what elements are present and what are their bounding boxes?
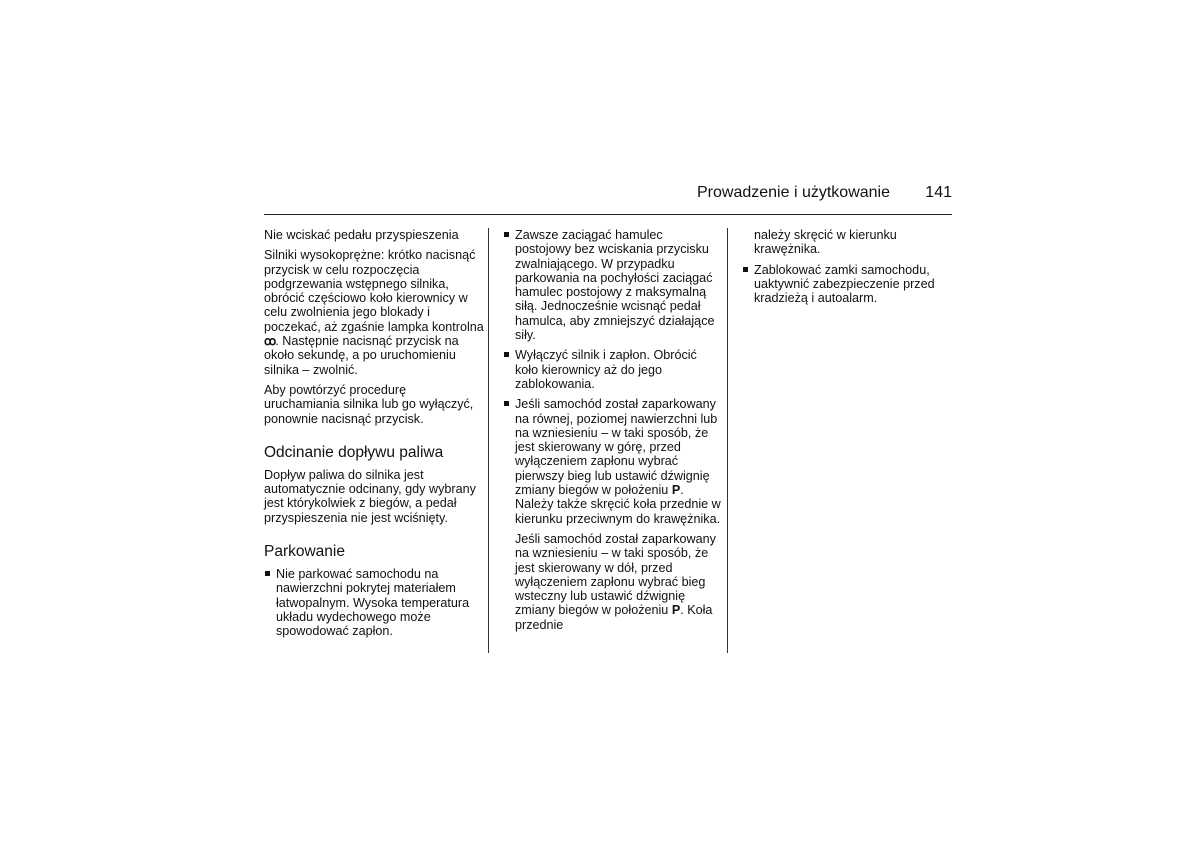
column-3 bbox=[742, 228, 950, 311]
section-title: Prowadzenie i użytkowanie bbox=[697, 184, 890, 201]
heading-parking: Parkowanie bbox=[264, 543, 345, 561]
page-number: 141 bbox=[925, 184, 952, 201]
list-item: Jeśli samochód został zaparkowany na równej, poziomej nawierzchni lub na wzniesieniu – w taki sposób, że jest skierowany w górę, przed wyłączeniem zapłonu wybrać pierwszy bieg lub ustawić dźwignię zmiany biegów w położeniu P. Należy także skręcić koła przednie w kierunku przeciwnym do krawężnika. bbox=[503, 397, 721, 526]
header-rule bbox=[264, 214, 952, 215]
paragraph: Aby powtórzyć procedurę uruchamiania silnika lub go wyłączyć, ponownie nacisnąć przycisk. bbox=[264, 382, 474, 426]
list-item: Zablokować zamki samochodu, uaktywnić zabezpieczenie przed kradzieżą i autoalarm. bbox=[742, 263, 950, 306]
column-1 bbox=[264, 228, 484, 645]
heading-fuel-cutoff: Odcinanie dopływu paliwa bbox=[264, 443, 444, 461]
list-item: Wyłączyć silnik i zapłon. Obrócić koło kierownicy aż do jego zablokowania. bbox=[503, 348, 721, 391]
paragraph: Dopływ paliwa do silnika jest automatycznie odcinany, gdy wybrany jest którykolwiek z biegów, a pedał przyspieszenia nie jest wciśnięty. bbox=[264, 467, 476, 525]
gear-position-p: P bbox=[671, 603, 681, 618]
paragraph: Silniki wysokoprężne: krótko nacisnąć przycisk w celu rozpoczęcia podgrzewania wstępnego silnika, obrócić częściowo koło kierownicy w celu zwolnienia jego blokady i poczekać, aż zgaśnie lampka kontrolna ꝏ. Następnie nacisnąć przycisk na około sekundę, a po uruchomieniu silnika – zwolnić. bbox=[264, 248, 484, 377]
column-divider bbox=[488, 228, 489, 653]
list-item-continuation: Jeśli samochód został zaparkowany na wzniesieniu – w taki sposób, że jest skierowany w dół, przed wyłączeniem zapłonu wybrać bieg wsteczny lub ustawić dźwignię zmiany biegów w położeniu P. Koła przednie bbox=[515, 531, 716, 632]
list-item: Zawsze zaciągać hamulec postojowy bez wciskania przycisku zwalniającego. W przypadku parkowania na pochyłości zaciągać hamulec postojowy z maksymalną siłą. Jednocześnie wcisnąć pedał hamulca, aby zmniejszyć działające siły. bbox=[503, 228, 721, 342]
column-2 bbox=[503, 228, 721, 638]
gear-position-p: P bbox=[671, 483, 681, 498]
list-item-continuation: należy skręcić w kierunku krawężnika. bbox=[754, 228, 897, 257]
list-item: Nie parkować samochodu na nawierzchni pokrytej materiałem łatwopalnym. Wysoka temperatura układu wydechowego może spowodować zapłon. bbox=[264, 567, 484, 638]
column-divider bbox=[727, 228, 728, 653]
page-header bbox=[264, 183, 952, 213]
glow-plug-icon: ꝏ bbox=[264, 334, 276, 349]
paragraph: Nie wciskać pedału przyspieszenia bbox=[264, 228, 459, 242]
